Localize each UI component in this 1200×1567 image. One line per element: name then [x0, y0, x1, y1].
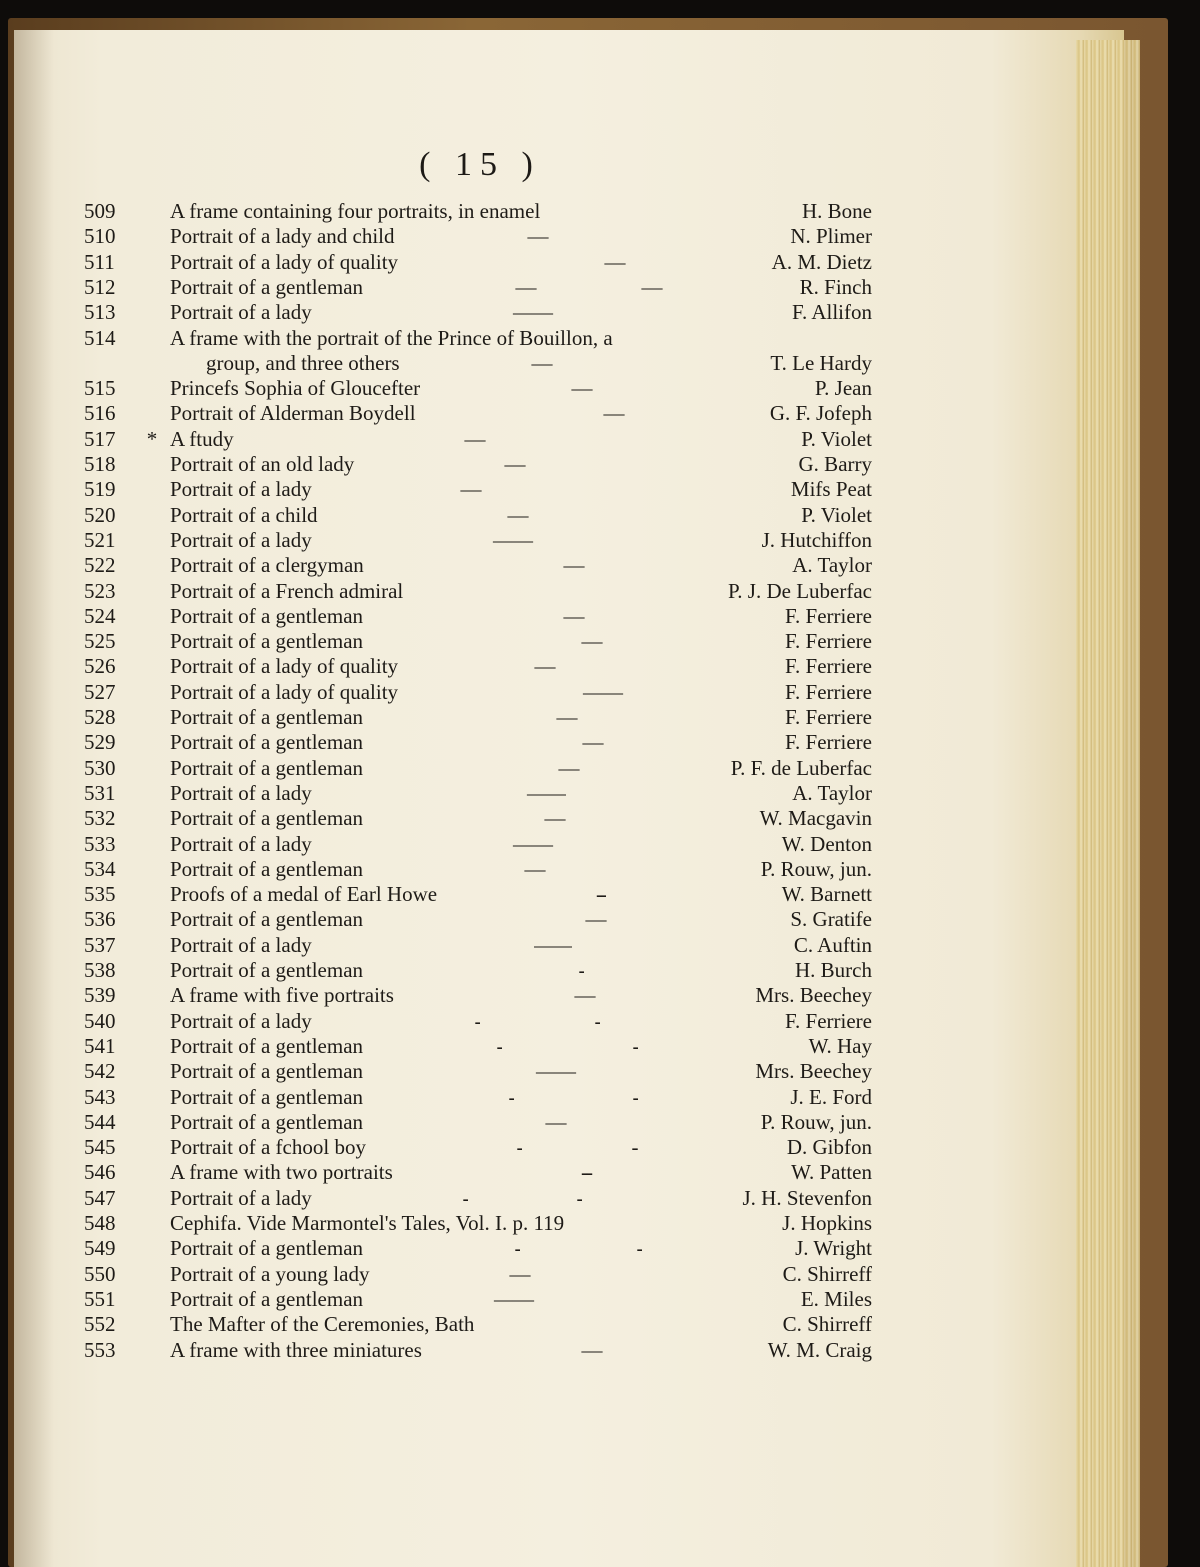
- catalogue-entry: [0, 906, 1200, 932]
- entry-title: Portrait of Alderman Boydell: [170, 401, 416, 426]
- artist-name: A. M. Dietz: [771, 249, 872, 274]
- separator-dash: ——: [493, 527, 531, 552]
- artist-name: F. Allifon: [791, 300, 872, 325]
- entry-title: Portrait of a lady of quality: [170, 654, 399, 679]
- entry-number: 514: [84, 325, 116, 350]
- entry-number: 540: [84, 1008, 116, 1033]
- entry-number: 542: [84, 1059, 116, 1084]
- catalogue-entry: [0, 1033, 1200, 1059]
- artist-name: T. Le Hardy: [770, 350, 872, 375]
- entry-title: Portrait of a gentleman: [170, 1286, 364, 1311]
- separator-dash: —: [571, 376, 591, 401]
- catalogue-entry: [0, 198, 1200, 224]
- artist-name: N. Plimer: [790, 224, 872, 249]
- entry-title: Portrait of a lady: [170, 477, 312, 502]
- separator-dash: ——: [513, 831, 551, 856]
- entry-title: The Mafter of the Ceremonies, Bath: [170, 1312, 475, 1337]
- separator-dash: ——: [527, 780, 565, 805]
- separator-dash: —: [515, 274, 535, 299]
- entry-number: 519: [84, 477, 116, 502]
- entry-number: 527: [84, 679, 116, 704]
- artist-name: J. Hopkins: [782, 1211, 872, 1235]
- entry-number: 520: [84, 502, 116, 527]
- entry-number: 509: [84, 199, 116, 223]
- catalogue-entry: [0, 729, 1200, 755]
- entry-title: Portrait of a clergyman: [170, 553, 364, 578]
- catalogue-entry: [0, 653, 1200, 679]
- entry-number: 549: [84, 1236, 116, 1261]
- entry-title: A frame with the portrait of the Prince of Bouillon, a: [170, 325, 613, 350]
- artist-name: Mifs Peat: [790, 477, 872, 502]
- entry-title: Portrait of a fchool boy: [170, 1135, 366, 1160]
- entry-title: Portrait of a lady of quality: [170, 679, 399, 704]
- separator-dash: —: [507, 502, 527, 527]
- separator-dash: —: [581, 629, 601, 654]
- separator-dash: -: [514, 1236, 520, 1261]
- entry-title: Portrait of a gentleman: [170, 705, 364, 729]
- separator-dash: —: [585, 907, 605, 932]
- catalogue-entry: [0, 1008, 1200, 1034]
- entry-number: 516: [84, 401, 116, 426]
- artist-name: P. J. De Luberfac: [727, 578, 872, 603]
- catalogue-entry: [0, 249, 1200, 275]
- entry-title: Portrait of a gentleman: [170, 1059, 364, 1084]
- entry-number: 510: [84, 224, 116, 249]
- entry-title: Portrait of a lady of quality: [170, 249, 399, 274]
- entry-title: A frame with three miniatures: [170, 1337, 422, 1362]
- separator-dash: —: [582, 730, 602, 755]
- entry-title: Portrait of a gentleman: [170, 603, 364, 628]
- separator-dash: -: [474, 1008, 480, 1033]
- entry-title: Portrait of a gentleman: [170, 730, 364, 755]
- entry-title: A frame with five portraits: [170, 983, 394, 1008]
- separator-dash: —: [524, 856, 544, 881]
- entry-number: 544: [84, 1109, 116, 1134]
- page-number: 15: [455, 146, 505, 183]
- artist-name: W. Denton: [781, 831, 872, 856]
- artist-name: F. Ferriere: [785, 705, 872, 729]
- entry-title: Portrait of a young lady: [170, 1261, 370, 1286]
- catalogue-entry: [0, 831, 1200, 857]
- entry-title: Portrait of a gentleman: [170, 1236, 364, 1261]
- separator-dash: —: [527, 224, 547, 249]
- entry-number: 512: [84, 274, 116, 299]
- catalogue-entry: [0, 1109, 1200, 1135]
- artist-name: W. Hay: [808, 1033, 872, 1058]
- separator-dash: --: [581, 1160, 591, 1185]
- artist-name: P. Violet: [801, 426, 872, 451]
- entry-number: 538: [84, 958, 116, 982]
- artist-name: F. Ferriere: [785, 603, 872, 628]
- separator-dash: —: [641, 274, 661, 299]
- separator-dash: -: [576, 1185, 582, 1210]
- separator-dash: —: [545, 1109, 565, 1134]
- catalogue-entry: [0, 704, 1200, 730]
- entry-number: 513: [84, 300, 116, 325]
- entry-number: 534: [84, 856, 116, 881]
- artist-name: P. F. de Luberfac: [730, 755, 872, 780]
- entry-number: 525: [84, 629, 116, 654]
- entry-number: 524: [84, 603, 116, 628]
- entry-number: 529: [84, 730, 116, 755]
- separator-dash: -: [594, 1008, 600, 1033]
- catalogue-entry: [0, 375, 1200, 401]
- catalogue-entry: [0, 1185, 1200, 1211]
- artist-name: W. Macgavin: [759, 806, 872, 831]
- entry-title: A ftudy: [170, 426, 234, 451]
- separator-dash: —: [504, 452, 524, 476]
- catalogue-entry: [0, 578, 1200, 604]
- catalogue-entry: [0, 1261, 1200, 1287]
- artist-name: P. Rouw, jun.: [760, 856, 872, 881]
- artist-name: S. Gratife: [790, 907, 872, 932]
- catalogue-entry: [0, 299, 1200, 325]
- entry-title: Portrait of a gentleman: [170, 907, 364, 932]
- entry-title: Portrait of a gentleman: [170, 958, 364, 982]
- separator-dash: —: [460, 477, 480, 502]
- separator-dash: —: [464, 426, 484, 451]
- separator-dash: -: [462, 1185, 468, 1210]
- entry-number: 532: [84, 806, 116, 831]
- catalogue-entry: [0, 856, 1200, 882]
- entry-number: 547: [84, 1185, 116, 1210]
- catalogue-entry: [0, 451, 1200, 477]
- entry-title: Portrait of a gentleman: [170, 274, 364, 299]
- catalogue-entry: [0, 755, 1200, 781]
- catalogue-entry: [0, 476, 1200, 502]
- catalogue-entry: [0, 350, 1200, 376]
- entry-number: 541: [84, 1033, 116, 1058]
- entry-number: 551: [84, 1286, 116, 1311]
- separator-dash: —: [509, 1261, 529, 1286]
- artist-name: F. Ferriere: [785, 1008, 872, 1033]
- separator-dash: —: [603, 401, 623, 426]
- artist-name: C. Shirreff: [782, 1312, 872, 1337]
- folio-close-paren: ): [521, 146, 541, 183]
- entry-number: 546: [84, 1160, 116, 1185]
- separator-dash: —: [544, 806, 564, 831]
- catalogue-entry: [0, 527, 1200, 553]
- catalogue-entry: [0, 957, 1200, 983]
- separator-dash: --: [596, 882, 606, 907]
- artist-name: F. Ferriere: [785, 654, 872, 679]
- separator-dash: —: [581, 1337, 601, 1362]
- entry-number: 536: [84, 907, 116, 932]
- artist-name: F. Ferriere: [785, 679, 872, 704]
- entry-title: Portrait of a gentleman: [170, 629, 364, 654]
- entry-title: Portrait of a lady: [170, 1185, 312, 1210]
- entry-number: 535: [84, 882, 116, 907]
- catalogue-entry: [0, 679, 1200, 705]
- catalogue-entry: [0, 1337, 1200, 1363]
- catalogue-entry: [0, 426, 1200, 452]
- entry-number: 522: [84, 553, 116, 578]
- catalogue-entry: [0, 325, 1200, 351]
- separator-dash: —: [556, 705, 576, 729]
- entry-number: 528: [84, 705, 116, 729]
- artist-name: A. Taylor: [792, 553, 872, 578]
- artist-name: G. Barry: [798, 452, 872, 476]
- artist-name: P. Jean: [814, 376, 872, 401]
- catalogue-entry: [0, 932, 1200, 958]
- separator-dash: -: [578, 958, 584, 982]
- entry-title: A frame with two portraits: [170, 1160, 393, 1185]
- separator-dash: -: [632, 1033, 638, 1058]
- artist-name: Mrs. Beechey: [755, 983, 872, 1008]
- catalogue-entry: [0, 1134, 1200, 1160]
- entry-title: group, and three others: [206, 350, 400, 375]
- separator-dash: ——: [536, 1059, 574, 1084]
- entry-title: Portrait of a lady and child: [170, 224, 395, 249]
- separator-dash: —: [604, 249, 624, 274]
- entry-number: 518: [84, 452, 116, 476]
- entry-title: Portrait of a gentleman: [170, 1084, 364, 1109]
- separator-dash: -: [631, 1135, 637, 1160]
- entry-title: Portrait of a gentleman: [170, 806, 364, 831]
- catalogue-entry: [0, 1311, 1200, 1337]
- entry-title: Portrait of a lady: [170, 831, 312, 856]
- catalogue-entry: [0, 1235, 1200, 1261]
- catalogue-entry: [0, 1058, 1200, 1084]
- entry-title: Portrait of a lady: [170, 300, 312, 325]
- separator-dash: -: [508, 1084, 514, 1109]
- artist-name: Mrs. Beechey: [755, 1059, 872, 1084]
- entry-number: 552: [84, 1312, 116, 1337]
- separator-dash: —: [563, 603, 583, 628]
- catalogue-entry: [0, 780, 1200, 806]
- catalogue-entry: [0, 1210, 1200, 1236]
- entry-number: 530: [84, 755, 116, 780]
- artist-name: P. Violet: [801, 502, 872, 527]
- entry-title: Portrait of a lady: [170, 1008, 312, 1033]
- separator-dash: ——: [583, 679, 621, 704]
- entry-title: Portrait of a child: [170, 502, 318, 527]
- separator-dash: -: [636, 1236, 642, 1261]
- entry-title: Portrait of an old lady: [170, 452, 355, 476]
- entry-number: 526: [84, 654, 116, 679]
- entry-number: 553: [84, 1337, 116, 1362]
- entry-number: 537: [84, 932, 116, 957]
- catalogue-entry: [0, 274, 1200, 300]
- entry-number: 543: [84, 1084, 116, 1109]
- catalogue-entry: [0, 1084, 1200, 1110]
- catalogue-entry: [0, 400, 1200, 426]
- artist-name: W. Patten: [791, 1160, 872, 1185]
- entry-title: Portrait of a gentleman: [170, 856, 364, 881]
- separator-dash: ——: [494, 1286, 532, 1311]
- artist-name: G. F. Jofeph: [769, 401, 872, 426]
- entry-title: Portrait of a gentleman: [170, 1109, 364, 1134]
- separator-dash: —: [531, 350, 551, 375]
- separator-dash: —: [574, 983, 594, 1008]
- artist-name: F. Ferriere: [785, 730, 872, 755]
- page-number-heading: [0, 146, 960, 184]
- artist-name: R. Finch: [799, 274, 872, 299]
- catalogue-entry: [0, 223, 1200, 249]
- entry-number: 539: [84, 983, 116, 1008]
- artist-name: J. E. Ford: [790, 1084, 872, 1109]
- separator-dash: -: [516, 1135, 522, 1160]
- entry-number: 521: [84, 527, 116, 552]
- entry-title: Portrait of a gentleman: [170, 1033, 364, 1058]
- catalogue-entry: [0, 1159, 1200, 1185]
- separator-dash: -: [632, 1084, 638, 1109]
- entry-title: A frame containing four portraits, in enamel: [170, 199, 541, 223]
- artist-name: W. M. Craig: [767, 1337, 872, 1362]
- artist-name: C. Shirreff: [782, 1261, 872, 1286]
- catalogue-entry: [0, 805, 1200, 831]
- entry-number: 531: [84, 780, 116, 805]
- entry-number: 548: [84, 1211, 116, 1235]
- artist-name: W. Barnett: [781, 882, 872, 907]
- entry-title: Portrait of a gentleman: [170, 755, 364, 780]
- separator-dash: —: [558, 755, 578, 780]
- entry-number: 517: [84, 426, 116, 451]
- entry-number: 533: [84, 831, 116, 856]
- separator-dash: —: [563, 553, 583, 578]
- artist-name: J. Wright: [795, 1236, 872, 1261]
- catalogue-entry: [0, 502, 1200, 528]
- entry-number: 515: [84, 376, 116, 401]
- catalogue-entry: [0, 1286, 1200, 1312]
- artist-name: A. Taylor: [792, 780, 872, 805]
- entry-title: Portrait of a lady: [170, 780, 312, 805]
- catalogue-entry: [0, 982, 1200, 1008]
- artist-name: J. Hutchiffon: [761, 527, 872, 552]
- entry-title: Portrait of a lady: [170, 527, 312, 552]
- folio-open-paren: (: [419, 146, 439, 183]
- catalogue-entry: [0, 881, 1200, 907]
- separator-dash: -: [496, 1033, 502, 1058]
- entry-number: 550: [84, 1261, 116, 1286]
- artist-name: H. Bone: [802, 199, 872, 223]
- entry-title: Princefs Sophia of Gloucefter: [170, 376, 421, 401]
- artist-name: H. Burch: [795, 958, 872, 982]
- separator-dash: ——: [534, 932, 572, 957]
- separator-dash: ——: [513, 300, 551, 325]
- catalogue-entry: [0, 552, 1200, 578]
- entry-title: Proofs of a medal of Earl Howe: [170, 882, 438, 907]
- artist-name: P. Rouw, jun.: [760, 1109, 872, 1134]
- entry-number: 545: [84, 1135, 116, 1160]
- entry-title: Portrait of a lady: [170, 932, 312, 957]
- entry-title: Cephifa. Vide Marmontel's Tales, Vol. I. p. 119: [170, 1211, 565, 1235]
- artist-name: J. H. Stevenfon: [742, 1185, 872, 1210]
- entry-number: 523: [84, 578, 116, 603]
- entry-title: Portrait of a French admiral: [170, 578, 404, 603]
- artist-name: E. Miles: [800, 1286, 872, 1311]
- catalogue-entry: [0, 628, 1200, 654]
- artist-name: D. Gibfon: [786, 1135, 872, 1160]
- separator-dash: —: [534, 654, 554, 679]
- catalogue-entry: [0, 603, 1200, 629]
- entry-number: 511: [84, 249, 115, 274]
- artist-name: C. Auftin: [793, 932, 872, 957]
- artist-name: F. Ferriere: [785, 629, 872, 654]
- asterisk-mark: *: [146, 426, 158, 451]
